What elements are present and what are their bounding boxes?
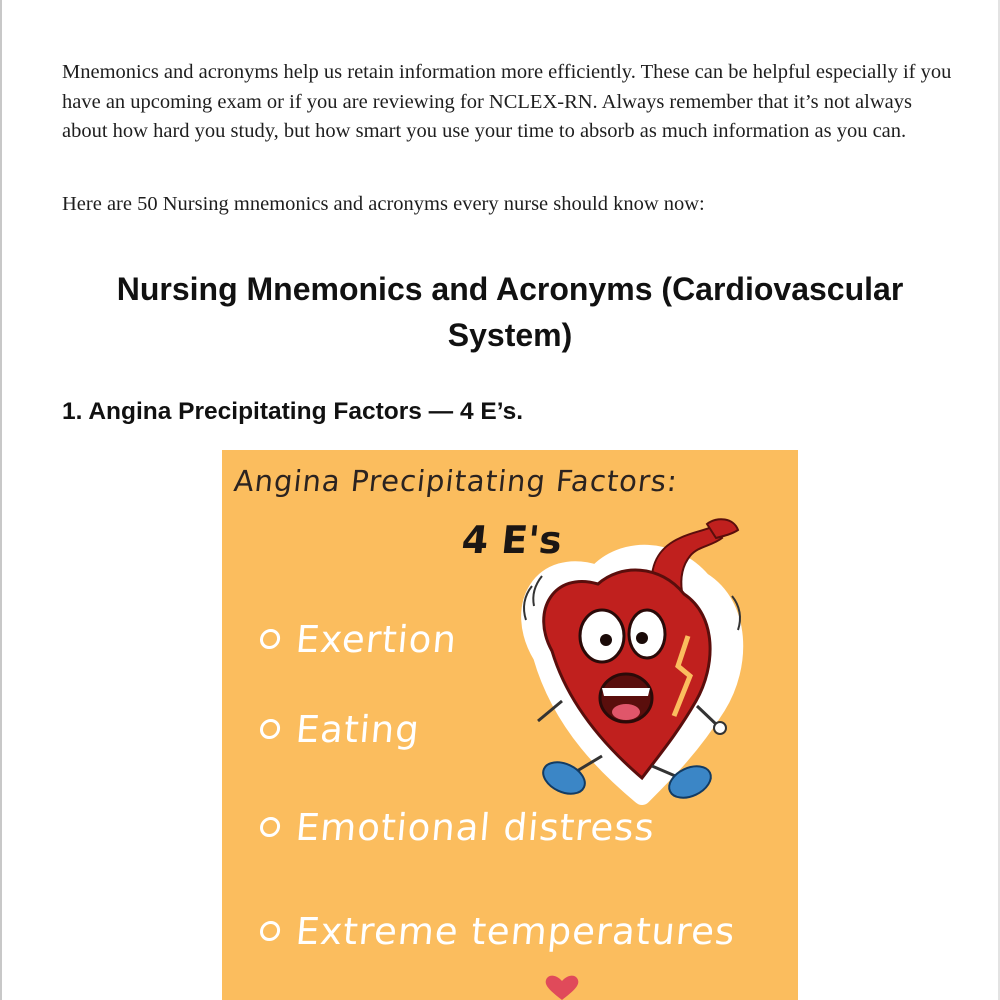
figure-subtitle: 4 E's [459, 518, 565, 562]
bullet-circle-icon [259, 817, 281, 837]
mnemonic-figure [222, 450, 798, 1000]
lead-sentence: Here are 50 Nursing mnemonics and acronyms every nurse should know now: [62, 193, 705, 215]
intro-paragraph: Mnemonics and acronyms help us retain information more efficiently. These can be helpful especially if you have an upcoming exam or if you are reviewing for NCLEX-RN. Always remember that it’s not always about how hard you study, but how smart you use your time to absorb as much information as you can. [62, 61, 952, 142]
figure-list-item [258, 708, 422, 751]
item-heading: 1. Angina Precipitating Factors — 4 E’s. [62, 398, 524, 425]
figure-title: Angina Precipitating Factors: [232, 464, 680, 498]
small-heart-icon [542, 972, 582, 1000]
section-heading: Nursing Mnemonics and Acronyms (Cardiovascular System) [116, 271, 904, 353]
figure-list-item [258, 618, 459, 661]
figure-list-item-label: Extreme temperatures [294, 910, 738, 953]
figure-list-item [258, 806, 657, 849]
figure-list-item-label: Exertion [294, 618, 459, 661]
bullet-circle-icon [259, 921, 281, 941]
figure-list-item [258, 910, 737, 953]
bullet-circle-icon [259, 719, 281, 739]
figure-list-item-label: Emotional distress [294, 806, 657, 849]
page-left-border [0, 0, 2, 1000]
cartoon-heart-icon [502, 516, 762, 806]
bullet-circle-icon [259, 629, 281, 649]
figure-list-item-label: Eating [294, 708, 422, 751]
